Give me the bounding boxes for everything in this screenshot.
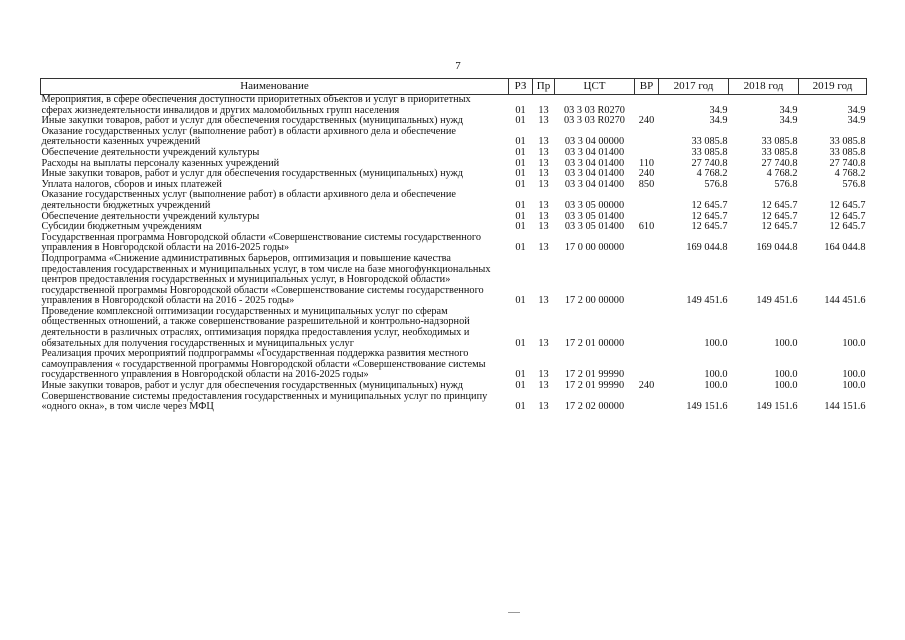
- cell-vr: 610: [638, 221, 655, 233]
- header-rz: РЗ: [509, 79, 533, 95]
- cell-y2017: 149 151.6: [686, 401, 728, 413]
- cell-pr: 13: [538, 242, 549, 254]
- cell-cst: 03 3 04 01400: [564, 178, 625, 190]
- table-row: [41, 233, 867, 254]
- table-row: [41, 392, 867, 413]
- cell-y2017: 149 451.6: [686, 295, 728, 307]
- cell-rz: 01: [515, 295, 526, 307]
- budget-table: [40, 78, 867, 413]
- cell-y2017: 34.9: [709, 115, 728, 127]
- cell-y2018: 100.0: [774, 369, 798, 381]
- cell-y2017: 100.0: [704, 369, 728, 381]
- cell-name: Оказание государственных услуг (выполнение работ) в области архивного дела и обеспечение деятельности казенных учреждений: [41, 125, 456, 148]
- cell-y2017: 33 085.8: [691, 136, 728, 148]
- cell-cst: 17 2 00 00000: [564, 295, 625, 307]
- cell-y2018: 12 645.7: [761, 210, 798, 222]
- table-header-row: [41, 79, 867, 95]
- cell-y2018: 169 044.8: [756, 242, 798, 254]
- cell-cst: 03 3 03 R0270: [564, 115, 625, 127]
- cell-pr: 13: [538, 295, 549, 307]
- cell-pr: 13: [538, 199, 549, 211]
- cell-rz: 01: [515, 401, 526, 413]
- cell-y2019: 144 451.6: [824, 295, 866, 307]
- cell-name: Уплата налогов, сборов и иных платежей: [41, 178, 222, 190]
- cell-name: Мероприятия, в сфере обеспечения доступности приоритетных объектов и услуг в приоритетных сферах жизнедеятельности инвалидов и других маломобильных групп населения: [41, 94, 471, 116]
- cell-y2019: 33 085.8: [829, 146, 866, 158]
- cell-vr: 850: [638, 178, 655, 190]
- cell-cst: 17 2 01 99990: [564, 369, 625, 381]
- cell-cst: 17 2 02 00000: [564, 401, 625, 413]
- cell-y2019: 34.9: [847, 115, 866, 127]
- cell-y2019: 12 645.7: [829, 210, 866, 222]
- cell-cst: 17 2 01 99990: [564, 380, 625, 392]
- header-cst: ЦСТ: [555, 79, 635, 95]
- cell-pr: 13: [538, 157, 549, 169]
- cell-pr: 13: [538, 369, 549, 381]
- header-pr: Пр: [533, 79, 555, 95]
- cell-rz: 01: [515, 210, 526, 222]
- cell-y2019: 12 645.7: [829, 221, 866, 233]
- header-name: Наименование: [41, 79, 509, 95]
- cell-rz: 01: [515, 380, 526, 392]
- cell-y2018: 27 740.8: [761, 157, 798, 169]
- cell-rz: 01: [515, 115, 526, 127]
- cell-vr: [635, 233, 659, 254]
- cell-cst: 17 2 01 00000: [564, 337, 625, 349]
- cell-cst: 03 3 05 01400: [564, 221, 625, 233]
- cell-y2019: 4 768.2: [834, 168, 866, 180]
- table-row: [41, 127, 867, 148]
- cell-y2019: 27 740.8: [829, 157, 866, 169]
- cell-vr: 240: [638, 168, 655, 180]
- cell-rz: 01: [515, 104, 526, 116]
- cell-name: Расходы на выплаты персоналу казенных учреждений: [41, 157, 280, 169]
- cell-name: Оказание государственных услуг (выполнение работ) в области архивного дела и обеспечение деятельности бюджетных учреждений: [41, 189, 456, 211]
- cell-y2017: 169 044.8: [686, 242, 728, 254]
- cell-y2018: 33 085.8: [761, 146, 798, 158]
- cell-y2017: 12 645.7: [691, 210, 728, 222]
- cell-vr: 240: [638, 380, 655, 392]
- cell-name: Государственная программа Новгородской области «Совершенствование системы государственного управления в Новгородской области на 2016-2025 годы»: [41, 231, 482, 254]
- cell-vr: 240: [638, 115, 655, 127]
- cell-rz: 01: [515, 157, 526, 169]
- cell-vr: [635, 148, 659, 159]
- scan-mark: [508, 612, 520, 613]
- cell-y2018: 576.8: [774, 178, 798, 190]
- cell-y2018: 33 085.8: [761, 136, 798, 148]
- cell-y2019: 34.9: [847, 104, 866, 116]
- cell-y2017: 12 645.7: [691, 199, 728, 211]
- cell-y2018: 149 151.6: [756, 401, 798, 413]
- cell-pr: 13: [538, 221, 549, 233]
- header-2019: 2019 год: [799, 79, 867, 95]
- cell-y2019: 12 645.7: [829, 199, 866, 211]
- cell-rz: 01: [515, 168, 526, 180]
- cell-y2018: 34.9: [779, 115, 798, 127]
- cell-y2019: 144 151.6: [824, 401, 866, 413]
- cell-y2018: 4 768.2: [766, 168, 798, 180]
- table-row: [41, 95, 867, 117]
- header-2018: 2018 год: [729, 79, 799, 95]
- cell-pr: 13: [538, 146, 549, 158]
- cell-vr: [635, 254, 659, 307]
- cell-y2017: 27 740.8: [691, 157, 728, 169]
- cell-vr: [635, 392, 659, 413]
- cell-cst: 03 3 05 00000: [564, 199, 625, 211]
- page-number: 7: [455, 60, 461, 72]
- cell-y2017: 33 085.8: [691, 146, 728, 158]
- cell-name: Иные закупки товаров, работ и услуг для обеспечения государственных (муниципальных) нужд: [41, 380, 464, 392]
- cell-vr: [635, 307, 659, 349]
- cell-vr: [635, 95, 659, 117]
- cell-cst: 03 3 04 00000: [564, 136, 625, 148]
- cell-name: Обеспечение деятельности учреждений культуры: [41, 210, 260, 222]
- cell-y2018: 100.0: [774, 380, 798, 392]
- cell-y2017: 576.8: [704, 178, 728, 190]
- cell-name: Совершенствование системы предоставления государственных и муниципальных услуг по принципу «одного окна», в том числе через МФЦ: [41, 390, 488, 413]
- cell-y2019: 100.0: [842, 337, 866, 349]
- cell-y2019: 100.0: [842, 380, 866, 392]
- cell-y2019: 164 044.8: [824, 242, 866, 254]
- header-2017: 2017 год: [659, 79, 729, 95]
- cell-rz: 01: [515, 178, 526, 190]
- cell-vr: [635, 349, 659, 381]
- cell-vr: [635, 190, 659, 211]
- cell-vr: 110: [638, 157, 655, 169]
- cell-cst: 03 3 04 01400: [564, 157, 625, 169]
- cell-pr: 13: [538, 337, 549, 349]
- cell-y2017: 4 768.2: [696, 168, 728, 180]
- cell-y2018: 100.0: [774, 337, 798, 349]
- table-row: [41, 190, 867, 211]
- cell-name: Реализация прочих мероприятий подпрограммы «Государственная поддержка развития местного самоуправления « государственной программы Новгородской области «Совершенствование системы государственного управления в Новгородской области на 2016-2025 годы»: [41, 348, 486, 381]
- cell-cst: 03 3 03 R0270: [564, 104, 625, 116]
- cell-y2018: 34.9: [779, 104, 798, 116]
- table-row: [41, 148, 867, 159]
- cell-y2017: 100.0: [704, 380, 728, 392]
- cell-pr: 13: [538, 115, 549, 127]
- cell-y2019: 33 085.8: [829, 136, 866, 148]
- table-row: [41, 349, 867, 381]
- cell-pr: 13: [538, 401, 549, 413]
- cell-rz: 01: [515, 337, 526, 349]
- cell-rz: 01: [515, 369, 526, 381]
- cell-y2018: 149 451.6: [756, 295, 798, 307]
- cell-cst: 17 0 00 00000: [564, 242, 625, 254]
- cell-name: Иные закупки товаров, работ и услуг для обеспечения государственных (муниципальных) нужд: [41, 115, 464, 127]
- cell-pr: 13: [538, 210, 549, 222]
- cell-y2018: 12 645.7: [761, 199, 798, 211]
- cell-pr: 13: [538, 380, 549, 392]
- cell-y2017: 100.0: [704, 337, 728, 349]
- cell-y2017: 12 645.7: [691, 221, 728, 233]
- cell-name: Подпрограмма «Снижение административных барьеров, оптимизация и повышение качества предоставления государственных и муниципальных услуг, в том числе на базе многофункциональных центров предоставления государственных и муниципальных услуг, в Новгородской области» государственной программы Новгородской области «Совершенствование системы государственного управления в Новгородской области на 2016 - 2025 годы»: [41, 252, 491, 307]
- table-body: [41, 95, 867, 413]
- cell-y2019: 576.8: [842, 178, 866, 190]
- cell-rz: 01: [515, 199, 526, 211]
- cell-name: Субсидии бюджетным учреждениям: [41, 221, 202, 233]
- cell-name: Проведение комплексной оптимизации государственных и муниципальных услуг по сферам общественных отношений, а также совершенствование разрешительной и контрольно-надзорной деятельности в различных отраслях, оптимизация порядка предоставления услуг, необходимых и обязательных для получения государственных и муниципальных услуг: [41, 305, 470, 349]
- cell-rz: 01: [515, 146, 526, 158]
- header-vr: ВР: [635, 79, 659, 95]
- cell-y2017: 34.9: [709, 104, 728, 116]
- cell-cst: 03 3 05 01400: [564, 210, 625, 222]
- cell-name: Обеспечение деятельности учреждений культуры: [41, 146, 260, 158]
- table-row: [41, 307, 867, 349]
- cell-cst: 03 3 04 01400: [564, 168, 625, 180]
- cell-rz: 01: [515, 136, 526, 148]
- cell-name: Иные закупки товаров, работ и услуг для обеспечения государственных (муниципальных) нужд: [41, 168, 464, 180]
- cell-rz: 01: [515, 221, 526, 233]
- cell-vr: [635, 127, 659, 148]
- cell-rz: 01: [515, 242, 526, 254]
- cell-pr: 13: [538, 178, 549, 190]
- cell-cst: 03 3 04 01400: [564, 146, 625, 158]
- cell-pr: 13: [538, 104, 549, 116]
- cell-y2018: 12 645.7: [761, 221, 798, 233]
- cell-pr: 13: [538, 168, 549, 180]
- cell-y2019: 100.0: [842, 369, 866, 381]
- table-row: [41, 254, 867, 307]
- cell-pr: 13: [538, 136, 549, 148]
